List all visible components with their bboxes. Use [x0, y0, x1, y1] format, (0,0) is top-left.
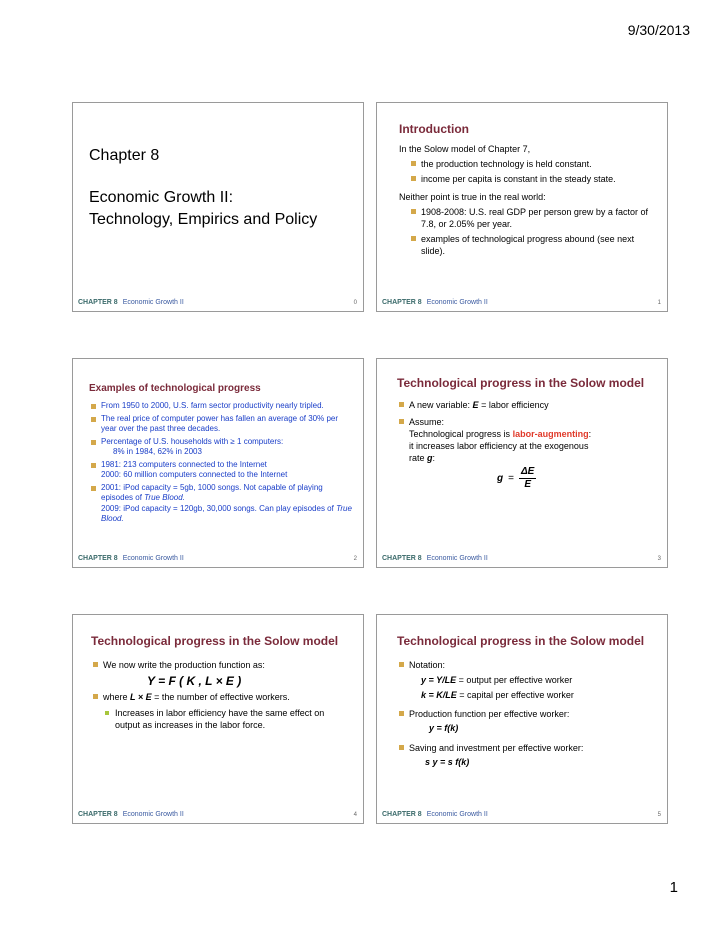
list-item: where L × E = the number of effective workers.: [91, 691, 349, 703]
page-number: 1: [669, 879, 678, 896]
list-item: examples of technological progress abound (see next slide).: [409, 233, 653, 257]
slide-number: 0: [353, 300, 357, 306]
sub-list-item: Increases in labor efficiency have the same effect on output as increases in the labor force.: [103, 707, 349, 731]
slide-0-title: [89, 145, 317, 231]
slide-4: [72, 614, 364, 824]
slide-number: 5: [657, 812, 661, 818]
intro-para-1: In the Solow model of Chapter 7,: [399, 144, 531, 154]
slide-footer: CHAPTER 8 Economic Growth II: [382, 299, 488, 306]
list-item: Assume: Technological progress is labor-augmenting: it increases labor efficiency at the exogenous rate g:: [397, 416, 653, 464]
list-item: Percentage of U.S. households with ≥ 1 computers: 8% in 1984, 62% in 2003: [89, 437, 355, 458]
slide-2: [72, 358, 364, 568]
list-item: We now write the production function as:: [91, 659, 349, 671]
list-item: The real price of computer power has fallen an average of 30% per year over the past three decades.: [89, 414, 355, 435]
slide-5-title: Technological progress in the Solow model: [397, 634, 645, 648]
subtitle-line-2: Technology, Empirics and Policy: [89, 211, 318, 228]
list-item: Saving and investment per effective worker:: [397, 742, 653, 754]
saving-investment: s y = s f(k): [425, 757, 470, 767]
slide-3-title: Technological progress in the Solow model: [397, 376, 645, 390]
slide-footer: CHAPTER 8 Economic Growth II: [382, 811, 488, 818]
slide-4-title: Technological progress in the Solow model: [91, 634, 339, 648]
list-item: Production function per effective worker:: [397, 708, 653, 720]
slide-number: 3: [657, 556, 661, 562]
list-item: From 1950 to 2000, U.S. farm sector productivity nearly tripled.: [89, 401, 355, 412]
list-item: Notation:: [397, 659, 653, 671]
slide-2-title: Examples of technological progress: [89, 383, 261, 394]
slide-footer: CHAPTER 8 Economic Growth II: [78, 555, 184, 562]
slide-0: [72, 102, 364, 312]
header-date: 9/30/2013: [627, 22, 690, 38]
slide-number: 1: [657, 300, 661, 306]
list-item: the production technology is held constant.: [409, 158, 653, 170]
list-item: A new variable: E = labor efficiency: [397, 399, 653, 411]
production-function: Y = F ( K , L × E ): [147, 674, 242, 688]
growth-rate-equation: g = $\frac{\Delta E}{E}$: [497, 466, 535, 490]
slide-1-title: Introduction: [399, 122, 469, 136]
slide-3: [376, 358, 668, 568]
slide-footer: CHAPTER 8 Economic Growth II: [78, 811, 184, 818]
slide-footer: CHAPTER 8 Economic Growth II: [78, 299, 184, 306]
per-worker-function: y = f(k): [429, 723, 459, 733]
slide-number: 2: [353, 556, 357, 562]
subtitle-line-1: Economic Growth II:: [89, 189, 234, 206]
chapter-title: Chapter 8: [89, 147, 160, 164]
list-item: 1981: 213 computers connected to the Internet 2000: 60 million computers connected to the Internet: [89, 460, 355, 481]
slide-footer: CHAPTER 8 Economic Growth II: [382, 555, 488, 562]
list-item: 2001: iPod capacity = 5gb, 1000 songs. Not capable of playing episodes of True Blood. 2009: iPod capacity = 120gb, 30,000 songs. Can play episodes of True Blood.: [89, 483, 355, 525]
slide-1: [376, 102, 668, 312]
slide-5: [376, 614, 668, 824]
notation-k: k = K/LE = capital per effective worker: [421, 690, 574, 700]
notation-y: y = Y/LE = output per effective worker: [421, 675, 573, 685]
list-item: income per capita is constant in the steady state.: [409, 173, 653, 185]
intro-para-2: Neither point is true in the real world:: [399, 192, 546, 202]
list-item: 1908-2008: U.S. real GDP per person grew by a factor of 7.8, or 2.05% per year.: [409, 206, 653, 230]
slide-number: 4: [353, 812, 357, 818]
